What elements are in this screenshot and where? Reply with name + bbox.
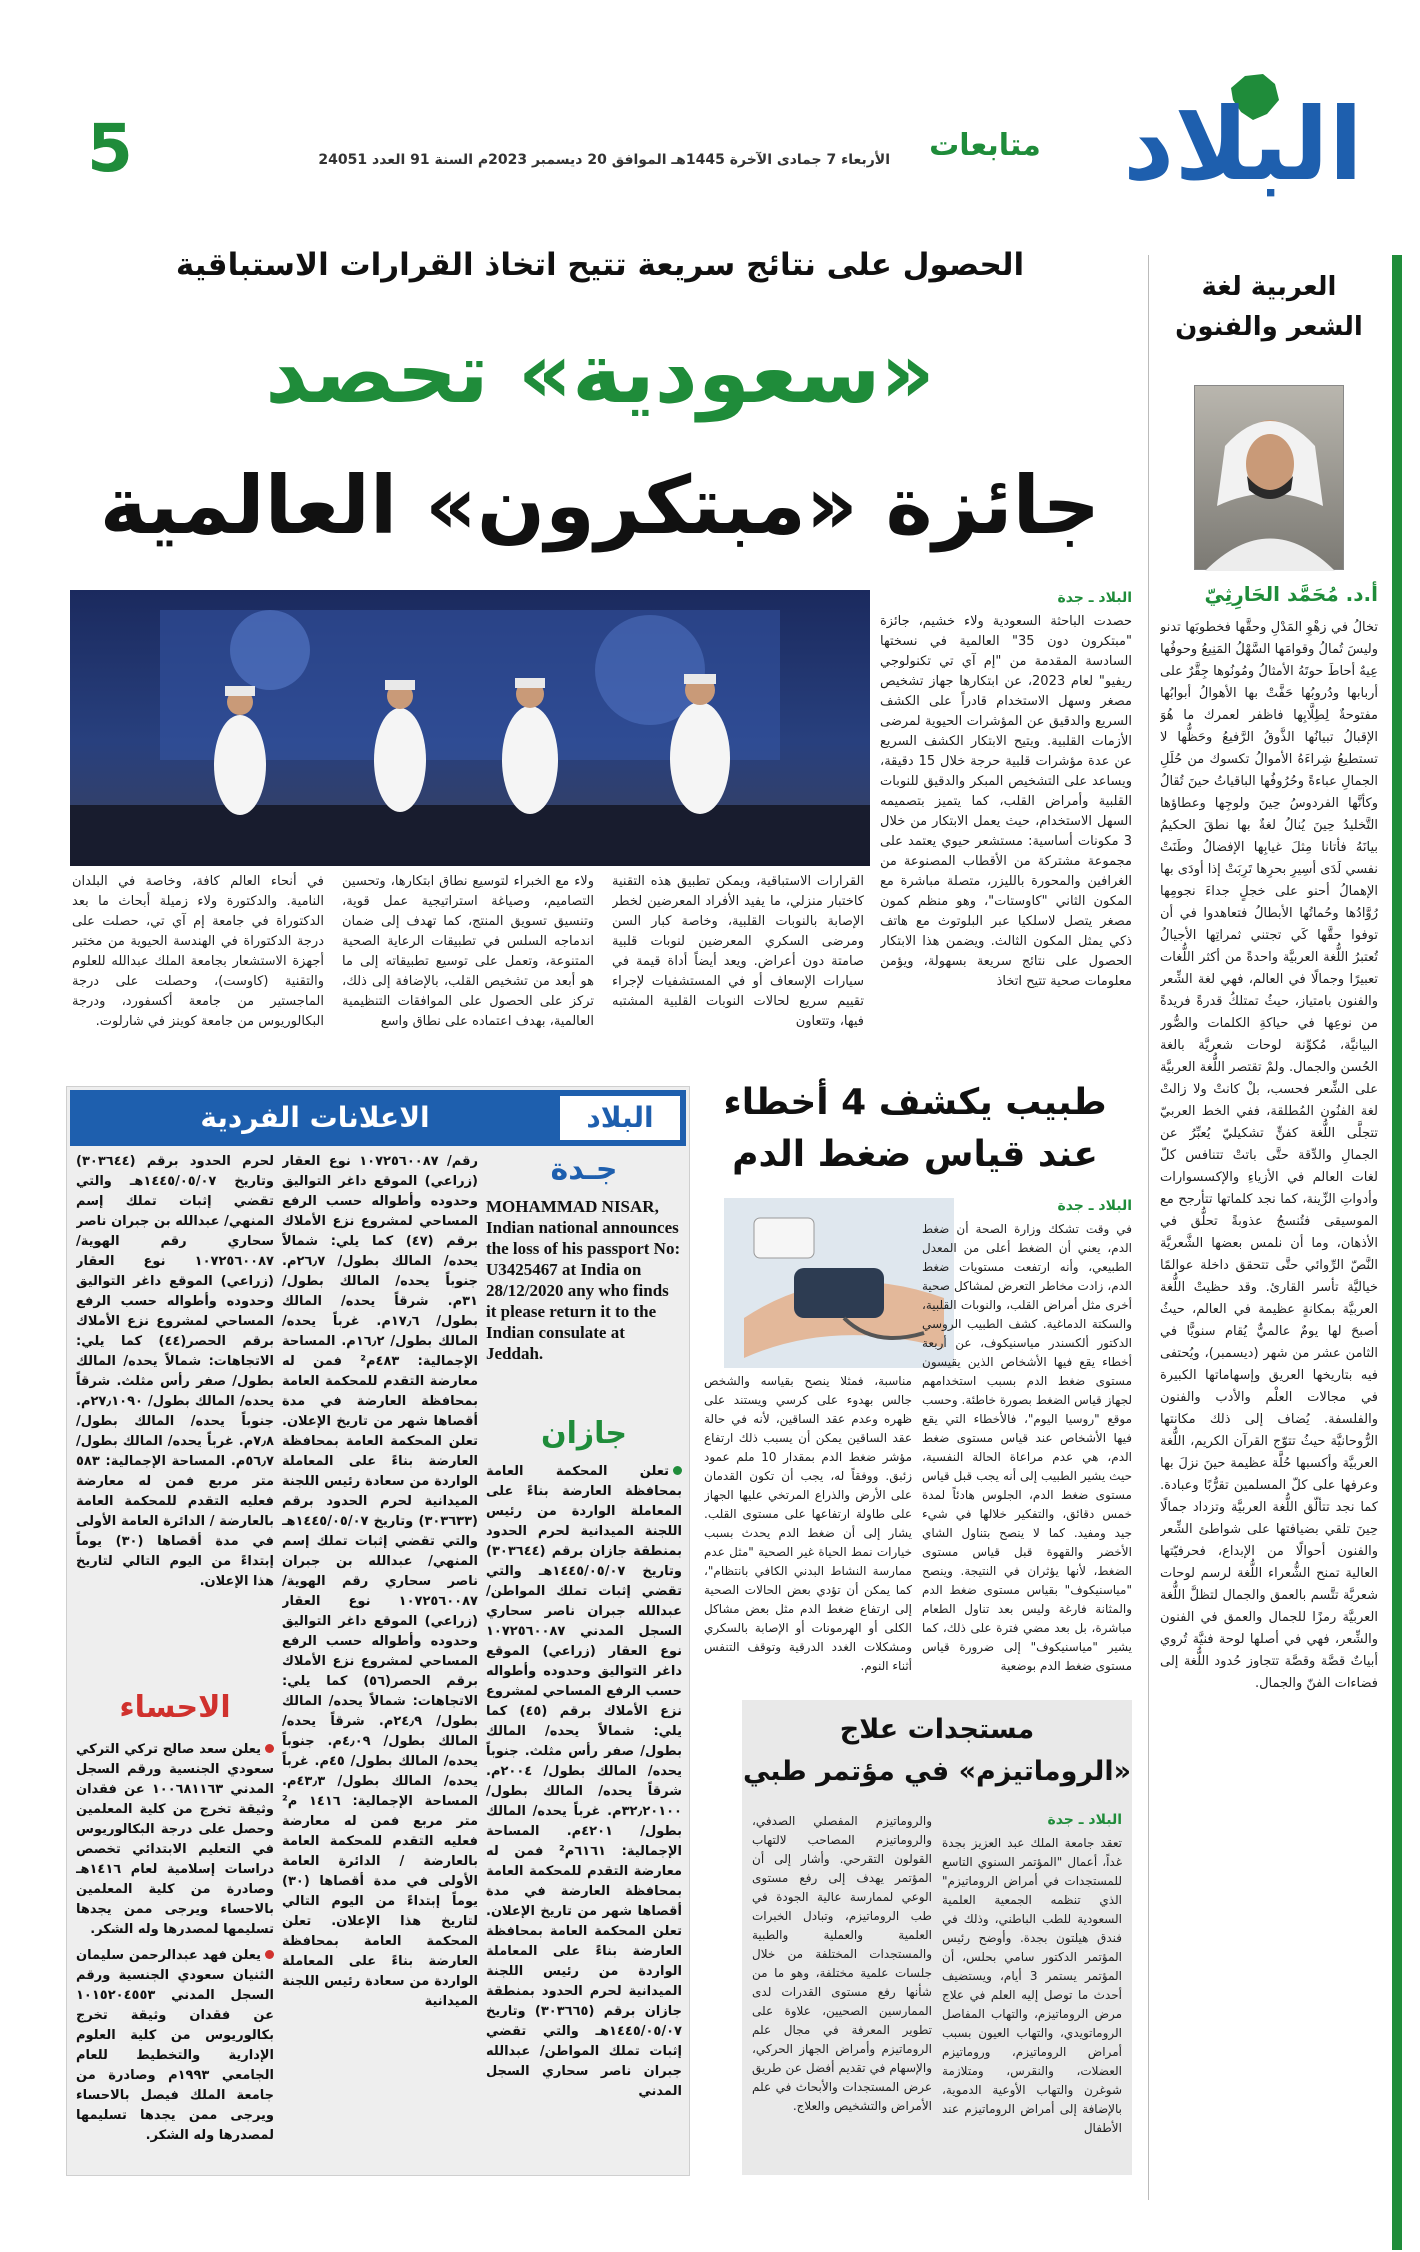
masthead: [0, 0, 1420, 203]
section-label: متابعات: [929, 128, 1041, 163]
main-photo: [70, 590, 870, 866]
ads-header-title: الاعلانات الفردية: [200, 1101, 430, 1134]
column-title: [1160, 267, 1378, 347]
rheum-headline-line1: مستجدات علاج: [839, 1714, 1035, 1745]
ads-city-ahsa: الاحساء: [119, 1690, 231, 1725]
author-photo: [1194, 385, 1344, 570]
award-stage-icon: [70, 590, 870, 866]
rheum-text-col2: والروماتيزم المفصلي الصدفي، والروماتيزم المصاحب لالتهاب القولون التقرحي. وأشار إلى أن المؤتمر يهدف إلى رفع مستوى الوعي لممارسة عالية الجودة في طب الروماتيزم، وتبادل الخبرات العلمية والعملية والطبية والمستجدات المختلفة من خلال جلسات علمية مختلفة، وهو ما من شأنها رفع مستوى القدرات لدى الممارسين الصحيين، علاوة على تطوير المعرفة في مجال علم الروماتيزم وأمراض الجهاز الحركي، والإسهام في تقديم أفضل عن طريق عرض المستجدات والأبحاث في علم الأمراض والتشخيص والعلاج.: [752, 1814, 932, 2113]
main-text-col4: في أنحاء العالم كافة، وخاصة في البلدان النامية. والدكتورة ولاء زميلة أبحاث ما بعد الدكتوراة في جامعة إم آي تي، حصلت على درجة الدكتوراة في الهندسة الحيوية من مختبر أجهزة الاستشعار بجامعة الملك عبدالله للعلوم والتقنية (كاوست)، وحصلت على درجة الماجستير من جامعة أكسفورد، ودرجة البكالوريوس من جامعة كوينز في شارلوت.: [72, 874, 324, 1029]
page-number: 5: [87, 110, 133, 187]
ads-ahsa-1-body: يعلن سعد صالح تركي التركي سعودي الجنسية ورقم السجل المدني ١٠٠٦٨١١٦٣ عن فقدان وثيقة تخرج من كلية المعلمين وحصل على درجة البكالوريوس في التعليم الابتدائي تخصص دراسات إسلامية لعام ١٤١٦هـ وصادرة من كلية المعلمين بالاحساء ويرجى ممن يجدها تسليمها لمصدرها وله الشكر.: [76, 1742, 274, 1936]
rheum-headline-line2: «الروماتيزم» في مؤتمر طبي: [742, 1756, 1132, 1787]
ads-ahsa-2-body: يعلن فهد عبدالرحمن سليمان الثنيان سعودي الجنسية ورقم السجل المدني ١٠١٥٢٠٤٥٥٣ عن فقدان وثيقة تخرج بكالوريوس من كلية العلوم الإدارية والتخطيط للعام الجامعي ١٩٩٣م وصادرة من جامعة الملك فيصل بالاحساء ويرجى ممن يجدها تسليمها لمصدرها وله الشكر.: [76, 1948, 274, 2143]
bp-text-col2: مناسبة، فمثلا ينصح بقياسه والشخص جالس بهدوء على كرسي ويستند على ظهره وعدم عقد الساقين، لأنه في حالة عقد الساقين يمكن أن يسبب ذلك ارتفاع مؤشر ضغط الدم بمقدار 10 ملم عمود زئبق. ووفقاً له، يجب أن تكون القدمان على الأرض والذراع المرتخي عليها الجهاز على طاولة ارتفاعها على مستوى القلب. يشار إلى أن ضغط الدم يحدث بسبب خيارات نمط الحياة غير الصحية "مثل عدم ممارسة النشاط البدني الكافي بانتظام"، كما يمكن أن تؤدي بعض الحالات الصحية إلى ارتفاع ضغط الدم مثل بعض مشاكل الكلى أو الهرمونات أو الإصابة بالسكري ومشكلات الغدد الدرقية وتوقف التنفس أثناء النوم.: [704, 1374, 912, 1673]
ads-col2-text: رقم/ ١٠٧٢٥٦٠٠٨٧ نوع العقار (زراعي) الموقع داغر التواليق وحدوده وأطواله حسب الرفع المساحي لمشروع نزع الأملاك برقم (٤٧) كما يلي: شمالاً يحده/ المالك بطول/ ٢٦٫٧م. جنوباً يحده/ المالك بطول/ ٣١م. شرقاً يحده/ المالك بطول/ ١٧٫٦م. غرباً يحده/ المالك بطول/ ١٦٫٢م. المساحة الإجمالية: ٤٨٣م² فمن له معارضة التقدم للمحكمة العامة بمحافظة العارضة في مدة أقصاها شهر من تاريخ الإعلان. تعلن المحكمة العامة بمحافظة العارضة بناءً على المعاملة الواردة من سعادة رئيس اللجنة الميدانية لحرم الحدود برقم (٣٠٣٦٣٣) وتاريخ ١٤٤٥/٠٥/٠٧هـ والتي تقضي إثبات تملك إسم المنهي/ عبدالله بن جبران ناصر سحاري رقم الهوية/ ١٠٧٢٥٦٠٠٨٧ نوع العقار (زراعي) الموقع داغر التواليق وحدوده وأطواله حسب الرفع المساحي لمشروع نزع الأملاك برقم الحصر(٥٦) كما يلي: الاتجاهات: شمالاً يحده/ المالك بطول/ ٢٤٫٩م. شرقاً يحده/ المالك بطول/ ٤٫٠٩م. جنوباً يحده/ المالك بطول/ ٤٥م. غرباً يحده/ المالك بطول/ ٤٣٫٣م. المساحة الإجمالية: ١٤١٦ م² متر مربع فمن له معارضة فعليه التقدم للمحكمة العامة بالعارضة / الدائرة العامة الأولى في مدة أقصاها (٣٠) يوماً إبتداءً من اليوم التالي لتاريخ هذا الإعلان. تعلن المحكمة العامة بمحافظة العارضة بناءً على المعاملة الواردة من سعادة رئيس اللجنة الميدانية: [282, 1154, 478, 2009]
column-author: أ.د. مُحَمَّد الحَارِثِيّ: [1204, 582, 1378, 606]
rheum-byline: البلاد ـ جدة: [1047, 1812, 1122, 1828]
ads-ahsa-1: [76, 1740, 274, 1936]
bullet-icon: [673, 1466, 682, 1475]
ads-english-notice: MOHAMMAD NISAR, Indian national announces the loss of his passport No: U3425467 at India on 28/12/2020 any who finds it please return it to the Indian consulate at Jeddah.: [486, 1197, 681, 1363]
ads-ahsa-2: [76, 1946, 274, 2168]
ads-col3-text: [486, 1462, 682, 2168]
bp-photo: [724, 1198, 954, 1368]
main-kicker: الحصول على نتائج سريعة تتيح اتخاذ القرارات الاستباقية: [175, 247, 1025, 283]
blood-pressure-icon: [724, 1198, 954, 1368]
main-byline: البلاد ـ جدة: [1057, 590, 1132, 606]
main-text-col3: ولاء مع الخبراء لتوسيع نطاق ابتكارها، وتحسين التصاميم، وصياغة استراتيجية عمل قوية، وتنسيق تسويق المنتج، كما تهدف إلى ضمان اندماجه السلس في تطبيقات الرعاية الصحية المتنوعة، وتعمل على توسيع تطبيقاته إلى ما هو أبعد من تشخيص القلب، بالإضافة إلى ذلك، تركز على الحصول على الموافقات التنظيمية العالمية، بهدف اعتماده على نطاق واسع: [342, 874, 594, 1029]
green-rule: [1392, 255, 1402, 2250]
ads-col3-body: تعلن المحكمة العامة بمحافظة العارضة بناءً على المعاملة الواردة من رئيس اللجنة الميدانية لحرم الحدود بمنطقة جازان برقم (٣٠٣٦٤٤) وتاريخ ١٤٤٥/٠٥/٠٧هـ والتي تقضي إثبات تملك المواطن/ عبدالله جبران ناصر سحاري السجل المدني ١٠٧٢٥٦٠٠٨٧ نوع العقار (زراعي) الموقع داغر التواليق وحدوده وأطواله حسب الرفع المساحي لمشروع نزع الأملاك برقم (٤٥) كما يلي: شمالاً يحده/ المالك بطول/ صفر رأس مثلث. جنوباً يحده/ المالك بطول/ ٢٠٠٤م. شرقاً يحده/ المالك بطول/ ٣٢٫٢٠١٠٠م. غرباً يحده/ المالك بطول/ ٤٢٠١م. المساحة الإجمالية: ٦١٦١م² فمن له معارضة التقدم للمحكمة العامة بمحافظة العارضة في مدة أقصاها شهر من تاريخ الإعلان. تعلن المحكمة العامة بمحافظة العارضة بناءً على المعاملة الواردة من رئيس اللجنة الميدانية لحرم الحدود بمنطقة جازان برقم (٣٠٣٦٦٥) وتاريخ ١٤٤٥/٠٥/٠٧هـ والتي تقضي إثبات تملك المواطن/ عبدالله جبران ناصر سحاري السجل المدني: [486, 1464, 682, 2099]
main-headline-line2: جائزة «مبتكرون» العالمية: [99, 459, 1101, 552]
bp-byline: البلاد ـ جدة: [1057, 1198, 1132, 1214]
bullet-icon: [265, 1744, 274, 1753]
ads-col1-text: لحرم الحدود برقم (٣٠٣٦٤٤) وتاريخ ١٤٤٥/٠٥/٠٧هـ والتي تقضي إثبات تملك إسم المنهي/ عبدالله بن جبران ناصر سحاري رقم الهوية/ ١٠٧٢٥٦٠٠٨٧ نوع العقار (زراعي) الموقع داغر التواليق وحدوده وأطواله حسب الرفع المساحي لمشروع نزع الأملاك برقم الحصر(٤٤) كما يلي: الاتجاهات: شمالاً يحده/ المالك بطول/ صفر رأس مثلث. شرقاً يحده/ المالك بطول/ ٢٧٫١٠٩٠م. جنوباً يحده/ المالك بطول/ ٧٫٨م. غرباً يحده/ المالك بطول/ ٥٦٫٧م. المساحة الإجمالية: ٥٨٣ متر مربع فمن له معارضة فعليه التقدم للمحكمة العامة بالعارضة / الدائرة العامة الأولى في مدة أقصاها (٣٠) يوماً إبتداءً من اليوم التالي لتاريخ هذا الإعلان.: [76, 1154, 274, 1589]
main-text-col1: حصدت الباحثة السعودية ولاء خشيم، جائزة "مبتكرون دون 35" العالمية في نسختها السادسة المقدمة من "إم آي تي تكنولوجي ريفيو" لعام 2023، عن ابتكارها جهاز تشخيص مصغر وسهل الاستخدام قادراً على الكشف السريع والدقيق عن المؤشرات الحيوية لمرضى الأزمات القلبية. ويتيح الابتكار الكشف السريع عن عدة مؤشرات قلبية حرجة خلال 15 دقيقة، ويساعد على التشخيص المبكر والدقيق للنوبات القلبية وأمراض القلب، كما يتميز بتصميمه السهل الاستخدام، حيث يعمل الابتكار من خلال 3 مكونات أساسية: مستشعر حيوي يعتمد على مجموعة مشتركة من الأقطاب المصنوعة من الغرافين والمحورة بالليزر، متصلة مباشرة مع المكون الثاني "كاوستات"، وهو منظم كمون مصغر يتصل لاسلكيا عبر البلوتوث مع هاتف ذكي يمثل المكون الثالث. ويضمن هذا الابتكار الحصول على نتائج سريعة بسهولة، ويؤمن معلومات صحية تتيح اتخاذ: [880, 614, 1132, 989]
main-text-col2: القرارات الاستباقية، ويمكن تطبيق هذه التقنية كاختبار منزلي، ما يفيد الأفراد المعرضين لخطر الإصابة بالنوبات القلبية، وخاصة كبار السن ومرضى السكري المعرضين لنوبات قلبية صامتة دون أعراض. ويعد أيضاً أداة قيمة في سيارات الإسعاف أو في المستشفيات لإجراء تقييم سريع لحالات النوبات القلبية المشتبه فيها، وتتعاون: [612, 874, 864, 1029]
ads-city-jeddah: جـدة: [550, 1152, 618, 1187]
ads-header-logo: البلاد: [560, 1096, 680, 1140]
opinion-column: [1160, 255, 1378, 2200]
ads-city-jazan: جازان: [540, 1416, 628, 1451]
newspaper-logo: [1118, 70, 1368, 203]
person-icon: [1195, 386, 1345, 571]
date-line: الأربعاء 7 جمادى الآخرة 1445هـ الموافق 20 ديسمبر 2023م السنة 91 العدد 24051: [318, 152, 890, 168]
logo-text: البلاد: [1123, 86, 1363, 203]
column-divider: [1148, 255, 1149, 2200]
column-title-line1: العربية لغة: [1201, 272, 1337, 302]
ads-header: [70, 1090, 686, 1146]
rheum-text-col1: تعقد جامعة الملك عبد العزيز بجدة غداً، أعمال "المؤتمر السنوي التاسع للمستجدات في أمراض الروماتيزم" الذي تنظمه الجمعية العلمية السعودية للطب الباطني، وذلك في فندق هيلتون بجدة. وأوضح رئيس المؤتمر الدكتور سامي بحلس، أن المؤتمر يستمر 3 أيام، ويستضيف أحدث ما توصل إليه العلم في علاج مرض الروماتيزم، والتهاب المفاصل الروماتويدي، والتهاب العيون بسبب أمراض الروماتيزم، وروماتيزم العضلات، والنقرس، ومتلازمة شوغرن والتهاب الأوعية الدموية، بالإضافة إلى أمراض الروماتيزم عند الأطفال: [942, 1836, 1122, 2135]
column-title-line2: الشعر والفنون: [1175, 312, 1363, 342]
bullet-icon: [265, 1950, 274, 1959]
bp-headline-line2: عند قياس ضغط الدم: [732, 1134, 1098, 1175]
main-headline-line1: «سعودية» تحصد: [265, 324, 935, 422]
bp-text-col1: في وقت تشكك وزارة الصحة أن ضغط الدم، يعني أن الضغط أعلى من المعدل الطبيعي، وأنه ارتفعت مستويات ضغط الدم، زادت مخاطر التعرض لمشاكل صحية أخرى مثل أمراض القلب، والنوبات القلبية، والسكتة الدماغية. كشف الطبيب الروسي الدكتور ألكسندر مياسنيكوف، عن أربعة أخطاء يقع فيها الأشخاص الذين يقيسون مستوى ضغط الدم بسبب استخدامهم لجهاز قياس الضغط بصورة خاطئة. وحسب موقع "روسيا اليوم"، فالأخطاء التي يقع فيها الأشخاص عند قياس مستوى ضغط الدم، هي عدم مراعاة الحالة النفسية، حيث يشير الطبيب إلى أنه يجب قبل قياس مستوى ضغط الدم، الجلوس هادئاً لمدة خمس دقائق، والتفكير خلالها في شيء جيد ومفيد. كما لا ينصح بتناول الشاي الأخضر والقهوة قبل قياس مستوى الضغط، لأنها يؤثران في النتيجة. وينصح "مياسنيكوف" بقياس مستوى ضغط الدم والمثانة فارغة وليس بعد تناول الطعام مباشرة، بل بعد مضي فترة على ذلك، كما يشير "مياسنيكوف" إلى ضرورة قياس مستوى ضغط الدم بوضعية: [922, 1222, 1132, 1673]
column-body: تخالُ في زهْوِ المَدْلِ وحقَّها فخطوبَها تدنو وليسَ تُمالُ وقوامَها السَّهْلُ المَنِيعُ وحوفُها عِيهٌ أحاطَ حوتَهُ الأمثالُ ومُونُوها جِقَّرٌ على أربابها ودُروبُها حَفَّتْ بها الأهوالُ أبوابُها مفتوحةٌ لِطِلَّابِها فاظفر لعمرك ما هُوَ الإقبالُ تبيانُها الذَّوقُ الرَّفيعُ وحَظُّها لا تستطيعُ شِراءَهُ الأموالُ تكسوك من حُلَلِ الجمالِ عباءةً وحُرُوفُها الباقياتُ حينَ تُقالُ وكأنَّها الفردوسُ حِينَ ولوجِها وعطاؤها التَّخليدُ حِينَ يُنالُ لغةٌ بها نطقَ الحكيمُ بيانَهُ فأتانا مِثلَ غيابِها الإفضالُ وطَنَتْ نفسي لَدَى أسِيرِ بحرِها تَرِبَتْ إذا أودَى بها الإهمالُ أحنو على خجلٍ جداءَ نجومِها رُوَّادُها وحُماتُها الأبطالُ فتعاهدوا في أن توفوا حقَّها كَي تجتني ثمراتِها الأجيالُ تُعتبرُ اللُّغة العربيَّة واحدةً من أكثر اللُّغات تعبيرًا وجمالًا في العالم، فهي لغة الشِّعر والفنون بامتياز، حيثُ تمتلكُ قدرةً فريدةً من نوعِها في حياكةِ الكلمات والصُّور البيانيَّة، مُكوِّنة لوحات شعريَّة بالغة الحُسن والجمال. ولمْ تقتصر اللُّغة العربيَّة على الشِّعر فحسب، بلْ كانتْ ولا زالتْ لغة الفنُون المُطلقة، ففي الخط العربيّ تتجلَّى اللُّغة كفنٍّ تشكيليّ يُعبِّرُ عن الجمالِ والدِّقة حتَّى باتتْ تتنافس كلّ لغات العالم في الأزياءِ والإكسسوارات وأدواتِ الزِّينة، كما نجد كلماتها تتأرجح مع الموسيقى فتُنسجُ عذوبةً تحلُّق في الأذهان، وما أن نلمس بعضها الشَّعريَّة النَّصّ الرِّوائي حتَّى تتحقق داخلة عوالمًا خياليَّة تأسر القارئ. وقد حظيتْ اللُّغة العربيَّة بمكانةٍ عظيمة في العالم، حيثُ أصبحَ لها يومٌ عالميٌّ يُقام سنويًّا في الثامن عشر من شهر (ديسمبر)، ويُحتفى فيه بتاريخها العريق وإسهاماتها الكبيرة في مجالات العلْم والأدب والفنون والفلسفة. يُضاف إلى ذلك مكانتها الرُّوحانيَّة حيثُ تتوّج القرآن الكريم، اللُّغة العربيَّة وأكسبها حُلَّة عظيمة حينَ نزلَ بها وعرفها على كلّ المسلمين تقرُّبًا وعبادة. كما نجد تتألّق اللُّغة العربيَّة وتزداد جمالًا حِينَ تلقي بضيافتها على شواطئ الشِّعر والفنون أحوالًا من الإبداع، فحرفيّتها العالية تمنح الشُّعراء اللُّغة لرسم لوحات شعريَّة تتَّسم بالعمق والجمال لتظلَّ اللُّغة العربيَّة رمزًا للجمال والعمق في الفنون والشِّعر، فهي في أصلها لوحة فنيَّة تُروي أبياتٌ قصَّة وقصَّة تتجاوز حُدود اللُّغة إلى فضاءات الفنّ والجمال.: [1160, 620, 1378, 1691]
bp-headline-line1: طبيب يكشف 4 أخطاء: [723, 1082, 1107, 1123]
